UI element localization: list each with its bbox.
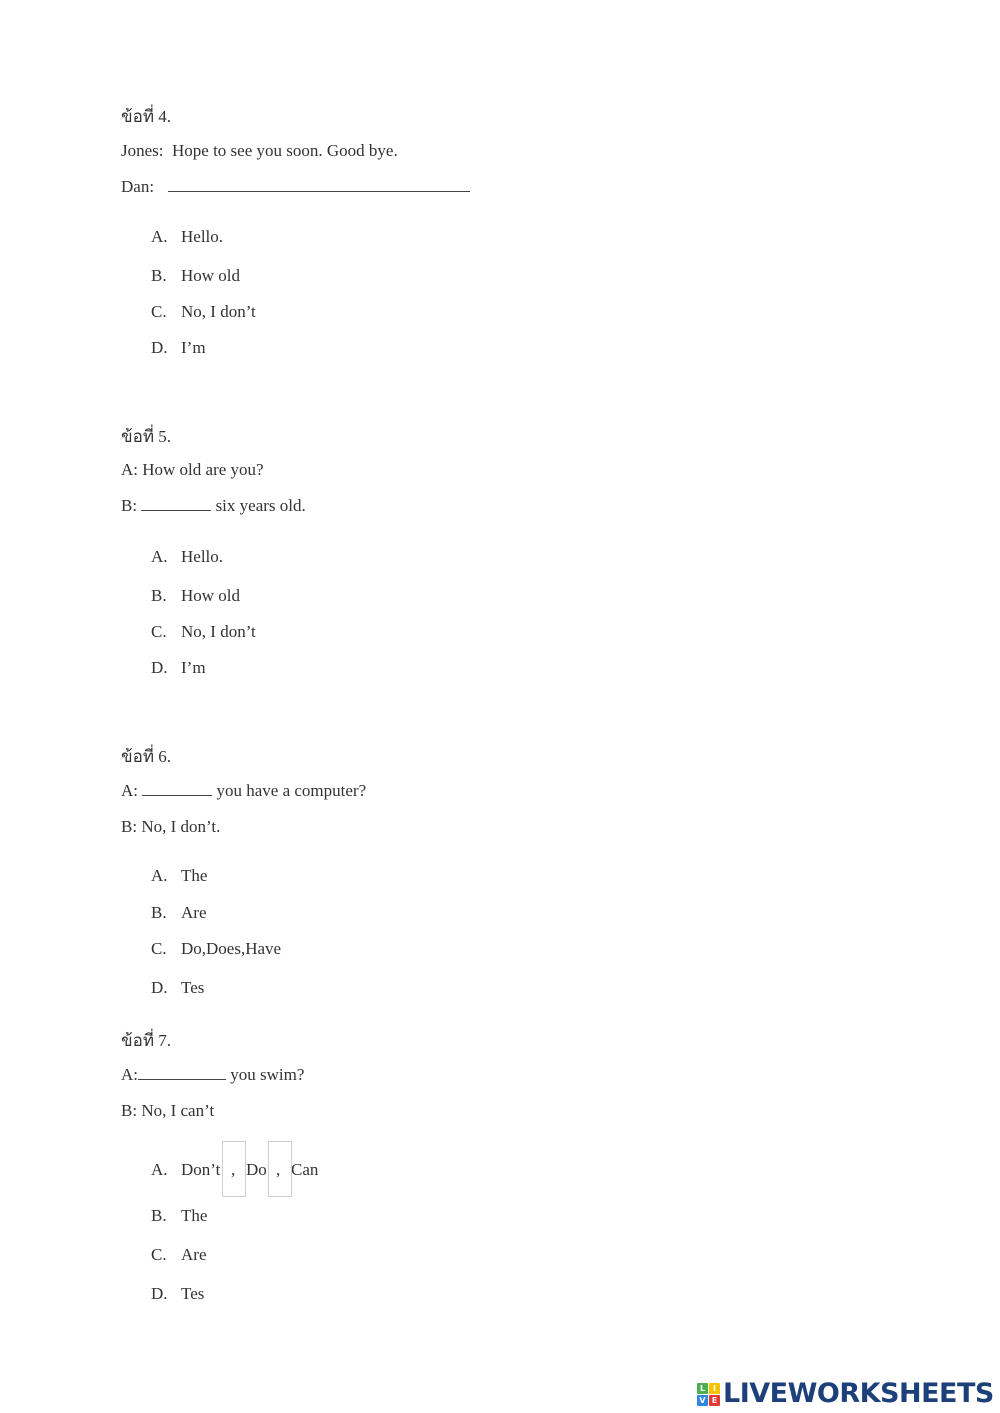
option-text: Hello. (181, 547, 224, 566)
answer-drop-box-1[interactable] (222, 1141, 246, 1197)
logo-squares-icon (697, 1383, 720, 1406)
option-letter: D. (151, 1284, 168, 1303)
option-letter: A. (151, 866, 168, 885)
logo-square-i: I (709, 1383, 720, 1394)
question-7-line-1 (121, 1065, 304, 1085)
question-4-heading: ข้อที่ 4. (121, 107, 172, 126)
option-letter: C. (151, 622, 167, 641)
logo-square-v: V (697, 1395, 708, 1406)
option-letter: D. (151, 338, 168, 357)
question-4-option-b (151, 266, 240, 286)
question-5-option-b (151, 586, 240, 606)
option-part-1: Don’t (181, 1160, 221, 1179)
logo-square-e: E (709, 1395, 720, 1406)
question-7-line-2 (121, 1101, 214, 1121)
option-text: How old (181, 586, 241, 605)
option-letter: A. (151, 1160, 168, 1179)
speaker-label: B: (121, 496, 138, 515)
option-text: No, I don’t (181, 622, 256, 641)
answer-blank (168, 177, 470, 192)
option-text: Do,Does,Have (181, 939, 282, 958)
option-letter: B. (151, 903, 167, 922)
question-6-line-2 (121, 817, 220, 837)
question-6-option-d (151, 978, 204, 998)
question-6-option-a (151, 866, 207, 886)
question-6-line-1 (121, 781, 366, 801)
option-text: Tes (181, 1284, 205, 1303)
question-5-option-d (151, 658, 206, 678)
option-separator-1: , (231, 1160, 236, 1179)
option-letter: A. (151, 547, 168, 566)
option-part-2: Do (246, 1160, 267, 1179)
question-5-option-c (151, 622, 256, 642)
option-text: Are (181, 903, 207, 922)
dialogue-text: six years old. (215, 496, 306, 515)
question-5-heading: ข้อที่ 5. (121, 427, 172, 446)
speaker-label: Dan: (121, 177, 155, 196)
dialogue-text: Hope to see you soon. Good bye. (172, 141, 398, 160)
speaker-label: A: (121, 460, 138, 479)
question-7-option-a (151, 1160, 220, 1180)
question-5-option-a (151, 547, 223, 567)
option-text: I’m (181, 658, 206, 677)
question-4-line-1 (121, 141, 398, 161)
speaker-label: B: (121, 817, 138, 836)
option-letter: A. (151, 227, 168, 246)
speaker-label: A: (121, 1065, 138, 1084)
option-letter: B. (151, 1206, 167, 1225)
liveworksheets-logo (697, 1379, 994, 1409)
option-letter: D. (151, 978, 168, 997)
question-7-option-b (151, 1206, 207, 1226)
question-4-line-2 (121, 177, 470, 197)
question-5-line-2 (121, 496, 306, 516)
option-letter: C. (151, 939, 167, 958)
question-7-option-c (151, 1245, 206, 1265)
option-letter: C. (151, 1245, 167, 1264)
option-text: Are (181, 1245, 207, 1264)
dialogue-text: How old are you? (142, 460, 264, 479)
speaker-label: B: (121, 1101, 138, 1120)
option-letter: C. (151, 302, 167, 321)
question-4-option-c (151, 302, 256, 322)
logo-text: LIVEWORKSHEETS (723, 1378, 994, 1409)
option-part-3: Can (291, 1160, 319, 1179)
question-7-option-d (151, 1284, 204, 1304)
option-separator-2: , (276, 1160, 281, 1179)
answer-blank (138, 1065, 226, 1080)
question-7-heading: ข้อที่ 7. (121, 1031, 172, 1050)
option-text: The (181, 1206, 208, 1225)
option-text: Hello. (181, 227, 224, 246)
dialogue-text: No, I can’t (141, 1101, 215, 1120)
option-letter: D. (151, 658, 168, 677)
answer-drop-box-2[interactable] (268, 1141, 292, 1197)
option-text: I’m (181, 338, 206, 357)
option-text: The (181, 866, 208, 885)
option-letter: B. (151, 586, 167, 605)
option-text: Tes (181, 978, 205, 997)
dialogue-text: you swim? (230, 1065, 305, 1084)
option-letter: B. (151, 266, 167, 285)
option-text: No, I don’t (181, 302, 256, 321)
question-6-option-b (151, 903, 206, 923)
dialogue-text: No, I don’t. (141, 817, 221, 836)
option-text: How old (181, 266, 241, 285)
question-6-heading: ข้อที่ 6. (121, 747, 172, 766)
question-4-option-a (151, 227, 223, 247)
speaker-label: A: (121, 781, 138, 800)
question-4-option-d (151, 338, 206, 358)
question-6-option-c (151, 939, 281, 959)
speaker-label: Jones: (121, 141, 164, 160)
question-5-line-1 (121, 460, 264, 480)
answer-blank (142, 781, 212, 796)
dialogue-text: you have a computer? (216, 781, 367, 800)
logo-square-l: L (697, 1383, 708, 1394)
answer-blank (141, 496, 211, 511)
